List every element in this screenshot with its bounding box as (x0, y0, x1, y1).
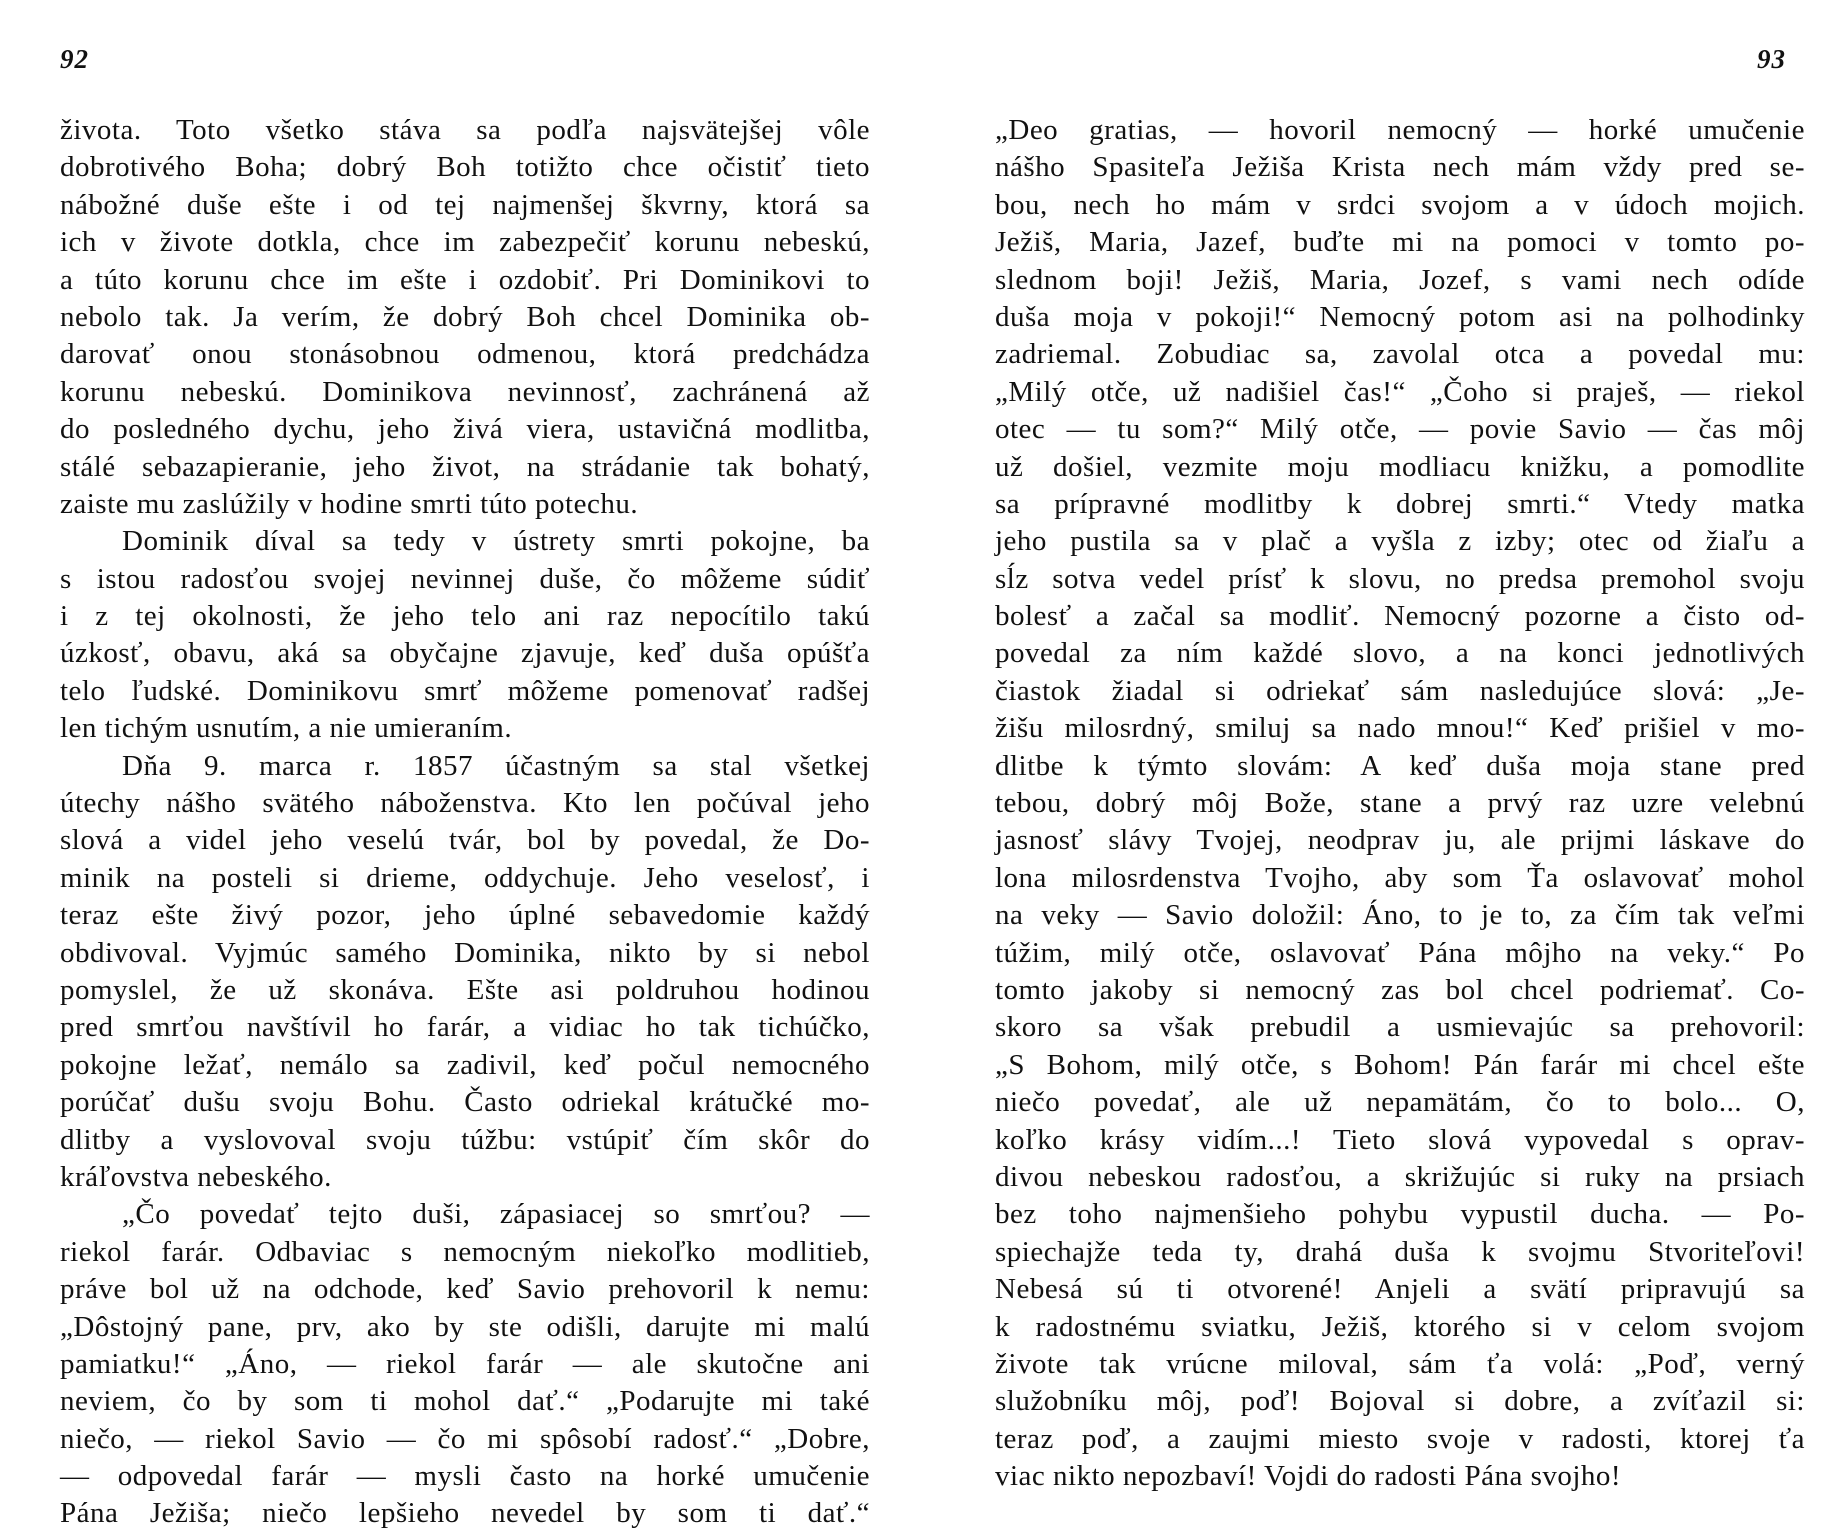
text-line: spiechajže teda ty, drahá duša k svojmu Stvoriteľovi! (995, 1235, 1805, 1268)
text-line: života. Toto všetko stáva sa podľa najsvätejšej vôle (60, 114, 870, 146)
text-line: i z tej okolnosti, že jeho telo ani raz nepocítilo takú (60, 600, 870, 633)
text-line: kráľovstva nebeského. (60, 1160, 332, 1193)
text-line: dobrotivého Boha; dobrý Boh totižto chce očistiť tieto (60, 151, 870, 184)
text-line: slednom boji! Ježiš, Maria, Jozef, s vami nech odíde (995, 263, 1805, 296)
text-line: na veky — Savio doložil: Áno, to je to, za čím tak veľmi (995, 899, 1805, 932)
text-line: skoro sa však prebudil a usmievajúc sa prehovoril: (995, 1011, 1805, 1044)
text-line: len tichým usnutím, a nie umieraním. (60, 712, 513, 745)
text-line: do posledného dychu, jeho živá viera, ustavičná modlitba, (60, 413, 870, 446)
text-line: teraz ešte živý pozor, jeho úplné sebavedomie každý (60, 899, 870, 932)
text-line: živote tak vrúcne miloval, sám ťa volá: „Poď, verný (995, 1347, 1805, 1380)
text-line: útechy nášho svätého náboženstva. Kto len počúval jeho (60, 787, 870, 820)
text-line: ich v živote dotkla, chce im zabezpečiť korunu nebeskú, (60, 226, 870, 259)
text-line: dlitby a vyslovoval svoju túžbu: vstúpiť čím skôr do (60, 1123, 870, 1156)
text-line: „Dôstojný pane, prv, ako by ste odišli, darujte mi malú (60, 1310, 870, 1343)
text-line: Pána Ježiša; niečo lepšieho nevedel by som ti dať.“ (60, 1497, 870, 1530)
page-text (60, 112, 870, 1533)
text-line: pamiatku!“ „Áno, — riekol farár — ale skutočne ani (60, 1347, 870, 1380)
text-line: „Milý otče, už nadišiel čas!“ „Čoho si praješ, — riekol (995, 375, 1805, 408)
text-line: otec — tu som?“ Milý otče, — povie Savio — čas môj (995, 413, 1805, 446)
text-line: bou, nech ho mám v srdci svojom a v údoch mojich. (995, 188, 1805, 221)
text-line: teraz poď, a zaujmi miesto svoje v radosti, ktorej ťa (995, 1422, 1805, 1455)
text-line: telo ľudské. Dominikovu smrť môžeme pomenovať radšej (60, 674, 870, 707)
page-number: 92 (60, 44, 89, 74)
text-line: „Čo povedať tejto duši, zápasiacej so smrťou? — (122, 1198, 870, 1231)
text-line: Dominik díval sa tedy v ústrety smrti pokojne, ba (122, 525, 870, 558)
text-line: k radostnému sviatku, Ježiš, ktorého si v celom svojom (995, 1310, 1805, 1343)
text-line: jasnosť slávy Tvojej, neodprav ju, ale prijmi láskave do (995, 824, 1805, 857)
text-line: riekol farár. Odbaviac s nemocným niekoľko modlitieb, (60, 1235, 870, 1268)
text-line: tomto jakoby si nemocný zas bol chcel podriemať. Co- (995, 973, 1805, 1006)
text-line: tebou, dobrý môj Bože, stane a prvý raz uzre velebnú (995, 787, 1805, 820)
text-line: s istou radosťou svojej nevinnej duše, čo môžeme súdiť (60, 562, 870, 595)
text-line: koľko krásy vidím...! Tieto slová vypovedal s oprav- (995, 1123, 1805, 1156)
text-line: Nebesá sú ti otvorené! Anjeli a svätí pripravujú sa (995, 1273, 1805, 1306)
text-line: povedal za ním každé slovo, a na konci jednotlivých (995, 637, 1805, 670)
text-line: túžim, milý otče, oslavovať Pána môjho na veky.“ Po (995, 936, 1805, 969)
text-line: zadriemal. Zobudiac sa, zavolal otca a povedal mu: (995, 338, 1805, 371)
text-line: dlitbe k týmto slovám: A keď duša moja stane pred (995, 749, 1805, 782)
text-line: jeho pustila sa v plač a vyšla z izby; otec od žiaľu a (995, 525, 1805, 558)
text-line: pred smrťou navštívil ho farár, a vidiac ho tak tichúčko, (60, 1011, 870, 1044)
text-line: sĺz sotva vedel prísť k slovu, no predsa premohol svoju (995, 562, 1805, 595)
text-line: už došiel, vezmite moju modliacu knižku, a pomodlite (995, 450, 1805, 483)
text-line: „S Bohom, milý otče, s Bohom! Pán farár mi chcel ešte (995, 1048, 1805, 1081)
text-line: darovať onou stonásobnou odmenou, ktorá predchádza (60, 338, 870, 371)
text-line: žišu milosrdný, smiluj sa nado mnou!“ Keď prišiel v mo- (995, 712, 1805, 745)
page-text (995, 112, 1805, 1495)
text-line: — odpovedal farár — mysli často na horké umučenie (60, 1460, 870, 1493)
text-line: nášho Spasiteľa Ježiša Krista nech mám vždy pred se- (995, 151, 1805, 184)
text-line: bez toho najmenšieho pohybu vypustil ducha. — Po- (995, 1198, 1805, 1231)
text-line: pokojne ležať, nemálo sa zadivil, keď počul nemocného (60, 1048, 870, 1081)
text-line: nebolo tak. Ja verím, že dobrý Boh chcel Dominika ob- (60, 300, 870, 333)
text-line: slová a videl jeho veselú tvár, bol by povedal, že Do- (60, 824, 870, 857)
text-line: korunu nebeskú. Dominikova nevinnosť, zachránená až (60, 375, 870, 408)
text-line: divou nebeskou radosťou, a skrižujúc si ruky na prsiach (995, 1160, 1805, 1193)
text-line: čiastok žiadal si odriekať sám nasledujúce slová: „Je- (995, 674, 1805, 707)
page-number: 93 (1757, 44, 1786, 74)
text-line: niečo povedať, ale už nepamätám, čo to bolo... O, (995, 1086, 1805, 1119)
text-line: niečo, — riekol Savio — čo mi spôsobí radosť.“ „Dobre, (60, 1422, 870, 1455)
text-line: lona milosrdenstva Tvojho, aby som Ťa oslavovať mohol (995, 861, 1805, 894)
text-line: úzkosť, obavu, aká sa obyčajne zjavuje, keď duša opúšťa (60, 637, 870, 670)
right-page (923, 0, 1846, 1500)
text-line: zaiste mu zaslúžily v hodine smrti túto potechu. (60, 487, 639, 520)
text-line: bolesť a začal sa modliť. Nemocný pozorne a čisto od- (995, 600, 1805, 633)
text-line: duša moja v pokoji!“ Nemocný potom asi na polhodinky (995, 300, 1805, 333)
text-line: pomyslel, že už skonáva. Ešte asi poldruhou hodinou (60, 973, 870, 1006)
text-line: viac nikto nepozbaví! Vojdi do radosti Pána svojho! (995, 1460, 1622, 1493)
text-line: práve bol už na odchode, keď Savio prehovoril k nemu: (60, 1273, 870, 1306)
text-line: minik na posteli si drieme, oddychuje. Jeho veselosť, i (60, 861, 870, 894)
text-line: neviem, čo by som ti mohol dať.“ „Podarujte mi také (60, 1385, 870, 1418)
text-line: služobníku môj, poď! Bojoval si dobre, a zvíťazil si: (995, 1385, 1805, 1418)
text-line: Dňa 9. marca r. 1857 účastným sa stal všetkej (122, 749, 870, 782)
text-line: stálé sebazapieranie, jeho život, na strádanie tak bohatý, (60, 450, 870, 483)
text-line: obdivoval. Vyjmúc samého Dominika, nikto by si nebol (60, 936, 870, 969)
left-page (0, 0, 923, 1530)
text-line: Ježiš, Maria, Jazef, buďte mi na pomoci v tomto po- (995, 226, 1805, 259)
text-line: sa prípravné modlitby k dobrej smrti.“ Vtedy matka (995, 487, 1805, 520)
text-line: porúčať dušu svoju Bohu. Často odriekal krátučké mo- (60, 1086, 870, 1119)
text-line: nábožné duše ešte i od tej najmenšej škvrny, ktorá sa (60, 188, 870, 221)
text-line: a túto korunu chce im ešte i ozdobiť. Pri Dominikovi to (60, 263, 870, 296)
text-line: „Deo gratias, — hovoril nemocný — horké umučenie (995, 114, 1805, 146)
